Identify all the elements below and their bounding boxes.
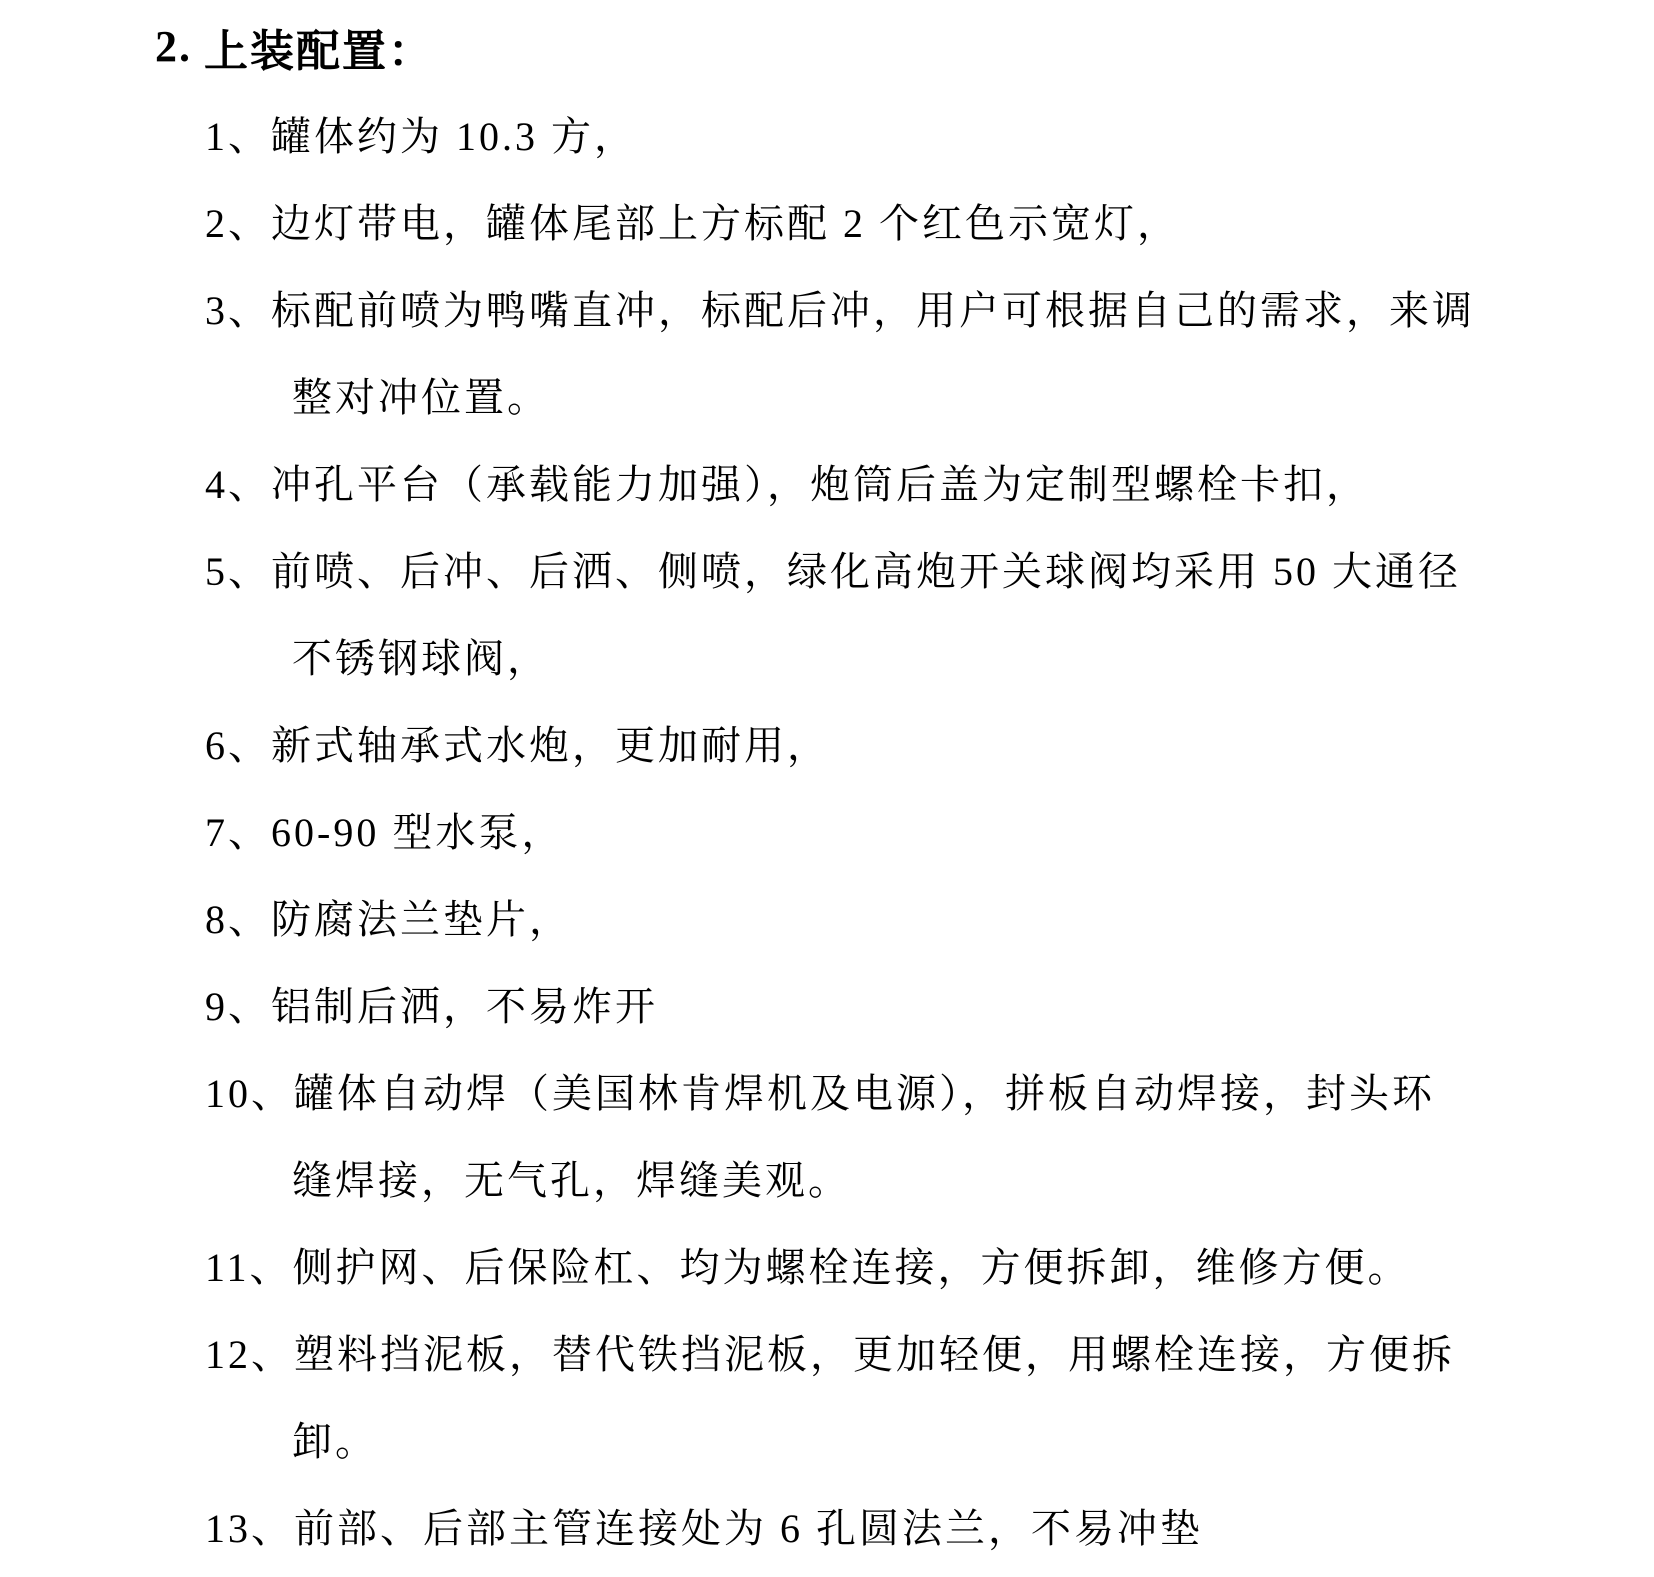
list-item-text: 前喷、后冲、后洒、侧喷，绿化高炮开关球阀均采用 50 大通径 xyxy=(271,549,1461,594)
list-item-continuation xyxy=(0,1395,1654,1482)
list-item xyxy=(0,90,1654,177)
list-item-number: 8、 xyxy=(205,897,271,942)
list-item-text: 前部、后部主管连接处为 6 孔圆法兰，不易冲垫 xyxy=(294,1506,1203,1551)
list-item-text: 整对冲位置。 xyxy=(292,375,550,420)
list-item xyxy=(0,1482,1654,1569)
list-item-text: 防腐法兰垫片， xyxy=(271,897,572,942)
list-item-continuation xyxy=(0,1134,1654,1221)
list-item xyxy=(0,525,1654,612)
list-item xyxy=(0,264,1654,351)
list-item-number: 7、 xyxy=(205,810,271,855)
list-item-number: 13、 xyxy=(205,1506,294,1551)
list-item-number: 2、 xyxy=(205,201,271,246)
list-item-text: 标配前喷为鸭嘴直冲，标配后冲，用户可根据自己的需求，来调 xyxy=(271,288,1475,333)
list-item xyxy=(0,873,1654,960)
section-heading xyxy=(0,3,1654,90)
list-item-text: 缝焊接，无气孔，焊缝美观。 xyxy=(292,1158,851,1203)
list-item xyxy=(0,177,1654,264)
list-item-number: 9、 xyxy=(205,984,271,1029)
list-item-number: 12、 xyxy=(205,1332,294,1377)
list-item xyxy=(0,1047,1654,1134)
list-item-text: 边灯带电，罐体尾部上方标配 2 个红色示宽灯， xyxy=(271,201,1180,246)
list-item-text: 铝制后洒，不易炸开 xyxy=(271,984,658,1029)
list-item xyxy=(0,438,1654,525)
list-item xyxy=(0,960,1654,1047)
list-item-number: 3、 xyxy=(205,288,271,333)
list-item xyxy=(0,1221,1654,1308)
list-item-text: 60-90 型水泵， xyxy=(271,810,565,855)
list-item-number: 4、 xyxy=(205,462,271,507)
list-item-number: 11、 xyxy=(205,1245,293,1290)
list-item-text: 新式轴承式水炮，更加耐用， xyxy=(271,723,830,768)
list-item-continuation xyxy=(0,612,1654,699)
list-item-number: 10、 xyxy=(205,1071,294,1116)
list-item-text: 不锈钢球阀， xyxy=(292,636,550,681)
list-item-text: 罐体自动焊（美国林肯焊机及电源），拼板自动焊接，封头环 xyxy=(294,1071,1435,1116)
list-item-number: 1、 xyxy=(205,114,271,159)
list-item-continuation xyxy=(0,351,1654,438)
list-item xyxy=(0,786,1654,873)
spec-list xyxy=(0,90,1654,1569)
section-heading-text: 上装配置： xyxy=(204,26,434,76)
list-item-text: 塑料挡泥板，替代铁挡泥板，更加轻便，用螺栓连接，方便拆 xyxy=(294,1332,1455,1377)
list-item-number: 5、 xyxy=(205,549,271,594)
list-item-text: 侧护网、后保险杠、均为螺栓连接，方便拆卸，维修方便。 xyxy=(292,1245,1411,1290)
list-item xyxy=(0,699,1654,786)
list-item-text: 冲孔平台（承载能力加强），炮筒后盖为定制型螺栓卡扣， xyxy=(271,462,1369,507)
list-item-text: 罐体约为 10.3 方， xyxy=(271,114,637,159)
section-heading-number: 2. xyxy=(155,22,192,71)
list-item-number: 6、 xyxy=(205,723,271,768)
list-item-text: 卸。 xyxy=(292,1419,378,1464)
list-item xyxy=(0,1308,1654,1395)
